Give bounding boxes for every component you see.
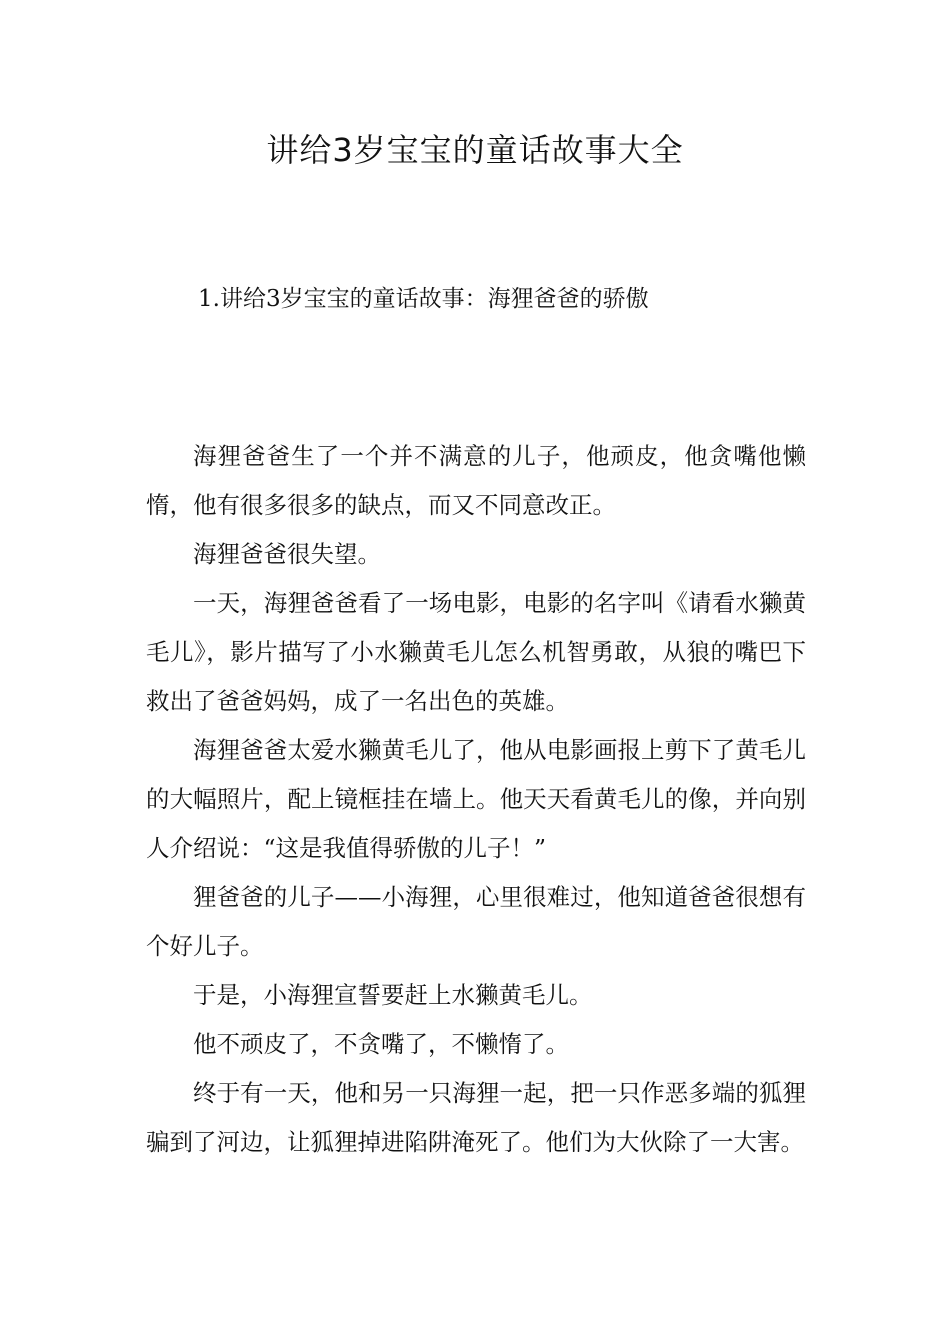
story-paragraph: 海狸爸爸很失望。	[193, 540, 381, 568]
story-body	[146, 432, 806, 1167]
story-paragraph: 他不顽皮了，不贪嘴了，不懒惰了。	[193, 1030, 569, 1058]
story-paragraph: 终于有一天，他和另一只海狸一起，把一只作恶多端的狐狸骗到了河边，让狐狸掉进陷阱淹死了。他们为大伙除了一大害。	[146, 1079, 806, 1156]
section-heading: 1.讲给3岁宝宝的童话故事：海狸爸爸的骄傲	[198, 286, 649, 312]
story-paragraph: 海狸爸爸太爱水獭黄毛儿了，他从电影画报上剪下了黄毛儿的大幅照片，配上镜框挂在墙上。他天天看黄毛儿的像，并向别人介绍说：“这是我值得骄傲的儿子！”	[146, 736, 806, 862]
page-title: 讲给3岁宝宝的童话故事大全	[266, 131, 684, 169]
story-paragraph: 一天，海狸爸爸看了一场电影，电影的名字叫《请看水獭黄毛儿》，影片描写了小水獭黄毛儿怎么机智勇敢，从狼的嘴巴下救出了爸爸妈妈，成了一名出色的英雄。	[146, 589, 806, 715]
story-paragraph: 海狸爸爸生了一个并不满意的儿子，他顽皮，他贪嘴他懒惰，他有很多很多的缺点，而又不同意改正。	[146, 442, 806, 519]
story-paragraph: 于是，小海狸宣誓要赶上水獭黄毛儿。	[193, 981, 593, 1009]
story-paragraph: 狸爸爸的儿子——小海狸，心里很难过，他知道爸爸很想有个好儿子。	[146, 883, 806, 960]
